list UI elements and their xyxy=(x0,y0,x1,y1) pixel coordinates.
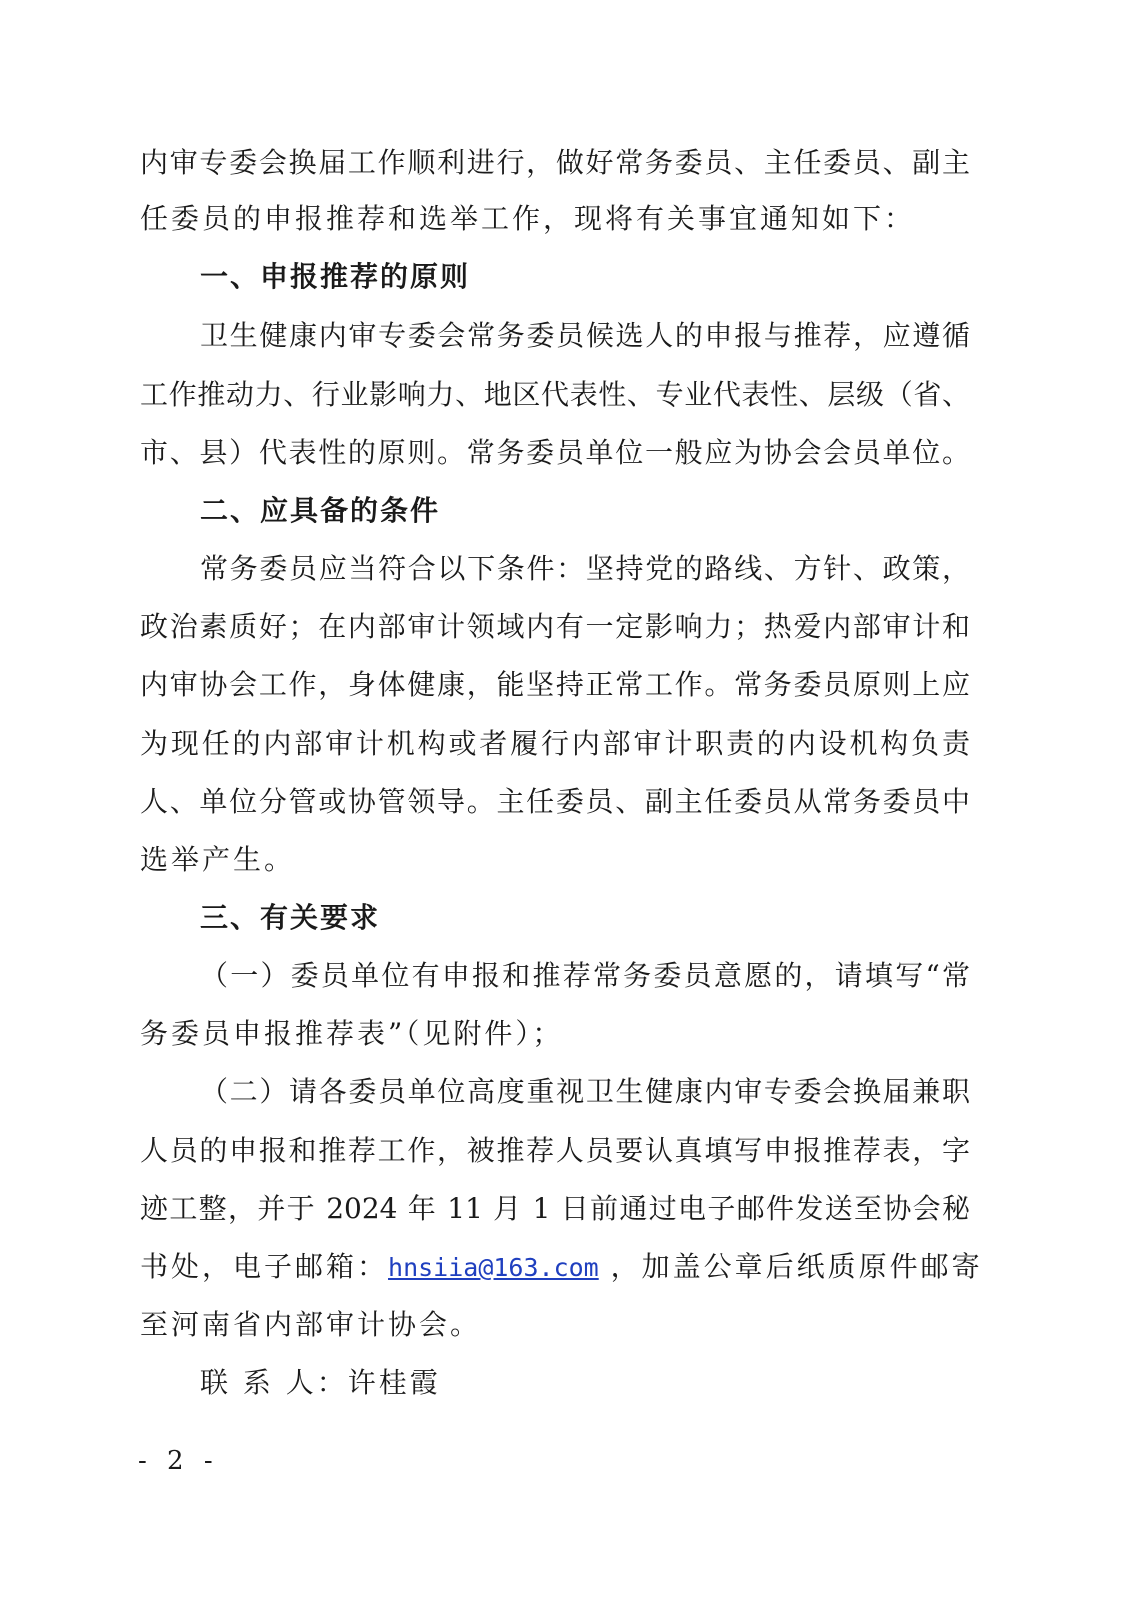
section-heading-principles: 一、申报推荐的原则 xyxy=(200,260,471,293)
body-text-line: 为现任的内部审计机构或者履行内部审计职责的内设机构负责 xyxy=(140,727,970,760)
email-line-prefix: 书处，电子邮箱： xyxy=(140,1250,389,1283)
body-text-line: 务委员申报推荐表”（见附件）； xyxy=(140,1017,564,1050)
body-text-line: 选举产生。 xyxy=(140,843,296,876)
section-heading-conditions: 二、应具备的条件 xyxy=(200,494,441,527)
body-text-line: 内审专委会换届工作顺利进行，做好常务委员、主任委员、副主 xyxy=(140,146,970,179)
email-line-suffix: ，加盖公章后纸质原件邮寄 xyxy=(598,1250,983,1283)
body-text-line: 政治素质好；在内部审计领域内有一定影响力；热爱内部审计和 xyxy=(140,610,970,643)
body-text-line: 卫生健康内审专委会常务委员候选人的申报与推荐，应遵循 xyxy=(200,319,970,352)
body-text-line: （二）请各委员单位高度重视卫生健康内审专委会换届兼职 xyxy=(200,1075,970,1108)
email-link[interactable]: hnsiia@163.com xyxy=(388,1253,599,1282)
body-text-line: 内审协会工作，身体健康，能坚持正常工作。常务委员原则上应 xyxy=(140,668,970,701)
email-text-line xyxy=(140,1247,983,1287)
body-text-line: 至河南省内部审计协会。 xyxy=(140,1308,482,1341)
body-text-line: 任委员的申报推荐和选举工作，现将有关事宜通知如下： xyxy=(140,202,916,235)
contact-person-line: 联 系 人：许桂霞 xyxy=(200,1366,441,1399)
body-text-line: 市、县）代表性的原则。常务委员单位一般应为协会会员单位。 xyxy=(140,436,970,469)
body-text-line: 常务委员应当符合以下条件：坚持党的路线、方针、政策， xyxy=(200,552,970,585)
page-number: - 2 - xyxy=(138,1446,219,1476)
body-text-line: （一）委员单位有申报和推荐常务委员意愿的，请填写“常 xyxy=(200,959,970,992)
body-text-line: 迹工整，并于 2024 年 11 月 1 日前通过电子邮件发送至协会秘 xyxy=(140,1192,970,1225)
body-text-line: 人、单位分管或协管领导。主任委员、副主任委员从常务委员中 xyxy=(140,785,970,818)
body-text-line: 工作推动力、行业影响力、地区代表性、专业代表性、层级（省、 xyxy=(140,378,970,411)
section-heading-requirements: 三、有关要求 xyxy=(200,901,381,934)
body-text-line: 人员的申报和推荐工作，被推荐人员要认真填写申报推荐表，字 xyxy=(140,1134,970,1167)
